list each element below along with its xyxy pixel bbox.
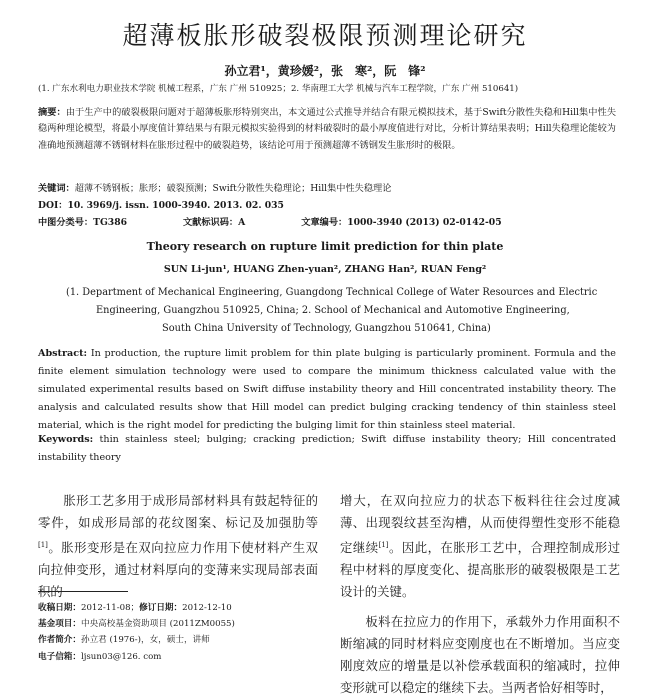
chinese-authors: 孙立君¹，黄珍媛²，张 寒²，阮 锋² — [224, 64, 426, 78]
body-right-text-c: 板料在拉应力的作用下，承载外力作用面积不断缩减的同时材料应变刚度也在不断增加。当应变刚度效应的增量是以补偿承载面积的缩减时，拉伸变形就可以稳定的继续下去。当两者恰好相等时， — [340, 614, 620, 696]
email-label: 电子信箱： — [38, 652, 81, 662]
english-abstract — [38, 345, 616, 435]
english-abstract-text: In production, the rupture limit problem for thin plate bulging is particularly prominent. Formula and the finite element simulation technology were used to compare the minimum thickness calculated value with the simulated experimental results based on Swift diffuse instability theory and Hill concentrated instability theory. The analysis and calculated results show that Hill model can predict bulging cracking tendency of thin stainless steel material, which is the right model for predicting the bulging limit for thin stainless steel material. — [38, 348, 616, 431]
chinese-abstract-text: 由于生产中的破裂极限问题对于超薄板胀形特别突出，本文通过公式推导并结合有限元模拟技术，基于Swift分散性失稳和Hill集中性失稳两种理论模型，将最小厚度值计算结果与有限元模拟实验得到的材料破裂时的最小厚度值进行对比，分析计算结果表明；Hill失稳理论能较为准确地预测超薄不锈钢材料在胀形过程中的破裂趋势，该结论可用于预测超薄不锈钢发生胀形时的极限。 — [38, 107, 617, 151]
received-label: 收稿日期： — [38, 603, 81, 613]
fund-label: 基金项目： — [38, 619, 81, 629]
body-left-paragraph-cont: 。胀形变形是在双向拉应力作用下使材料产生双向拉伸变形，通过材料厚向的变薄来实现局部表面积的 — [38, 540, 318, 600]
chinese-abstract — [38, 105, 616, 154]
citation-ref: [1] — [38, 541, 48, 549]
english-abstract-label: Abstract: — [38, 348, 88, 359]
footnote-divider — [38, 591, 128, 592]
english-affiliation — [66, 284, 606, 338]
doi-label: DOI： — [38, 200, 68, 211]
chinese-affiliation: (1. 广东水利电力职业技术学院 机械工程系，广东 广州 510925；2. 华南理工大学 机械与汽车工程学院，广东 广州 510641) — [38, 84, 519, 94]
clc-value: TG386 — [93, 217, 127, 228]
article-no-label: 文章编号： — [301, 217, 348, 228]
revised-label: 修订日期： — [139, 603, 183, 613]
body-right-paragraph-1 — [340, 490, 620, 603]
doi-line — [38, 197, 284, 211]
citation-ref: [1] — [378, 541, 389, 549]
author-value: 孙立君 (1976-)，女，硕士，讲师 — [80, 635, 210, 645]
english-title: Theory research on rupture limit prediction for thin plate — [146, 240, 504, 253]
english-keywords-text: thin stainless steel; bulging; cracking prediction; Swift diffuse instability theory; Hill concentrated instability theory — [38, 434, 616, 463]
english-affiliation-line-3: South China University of Technology, Guangzhou 510641, China) — [162, 323, 491, 334]
chinese-keywords — [38, 180, 618, 194]
footnote-fund — [38, 617, 318, 629]
footnote-author — [38, 633, 318, 645]
footnote-email — [38, 650, 318, 662]
body-right-text-b: 。因此，在胀形工艺中，合理控制成形过程中材料的厚度变化、提高胀形的破裂极限是工艺设计的关键。 — [340, 540, 621, 600]
revised-date: 2012-12-10 — [182, 603, 232, 613]
body-left-column — [38, 490, 318, 603]
doc-code-label: 文献标识码： — [183, 217, 239, 228]
english-authors: SUN Li-jun¹, HUANG Zhen-yuan², ZHANG Han², RUAN Feng² — [163, 264, 487, 275]
clc-label: 中图分类号： — [38, 217, 94, 228]
footnote-dates — [38, 601, 318, 613]
english-affiliation-line-1: (1. Department of Mechanical Engineering, Guangdong Technical College of Water Resources and Electric — [66, 287, 598, 298]
author-label: 作者简介： — [38, 635, 81, 645]
body-right-text-a: 增大，在双向拉应力的状态下板料往往会过度减薄、出现裂纹甚至沟槽，从而使得塑性变形不能稳定继续 — [340, 493, 620, 556]
classification-line — [38, 214, 502, 228]
chinese-keywords-label: 关键词： — [38, 183, 75, 194]
english-keywords-label: Keywords: — [38, 434, 94, 445]
chinese-title: 超薄板胀形破裂极限预测理论研究 — [122, 21, 528, 50]
fund-value: 中央高校基金资助项目 (2011ZM0055) — [80, 619, 235, 629]
chinese-abstract-label: 摘要： — [38, 107, 66, 118]
doi-value: 10. 3969/j. issn. 1000-3940. 2013. 02. 035 — [67, 200, 284, 211]
english-keywords — [38, 431, 616, 467]
doc-code-value: A — [238, 217, 246, 228]
body-right-column — [340, 490, 620, 699]
body-left-paragraph: 胀形工艺多用于成形局部材料具有鼓起特征的零件，如成形局部的花纹图案、标记及加强肋等 — [38, 493, 318, 530]
chinese-keywords-text: 超薄不锈钢板；胀形；破裂预测；Swift分散性失稳理论；Hill集中性失稳理论 — [74, 183, 392, 194]
article-no-value: 1000-3940 (2013) 02-0142-05 — [347, 217, 502, 228]
received-date: 2012-11-08； — [80, 603, 140, 613]
email-value: ljsun03@126. com — [80, 652, 162, 662]
english-affiliation-line-2: Engineering, Guangzhou 510925, China; 2. School of Mechanical and Automotive Engineering, — [96, 305, 570, 316]
body-right-paragraph-2 — [340, 611, 620, 699]
